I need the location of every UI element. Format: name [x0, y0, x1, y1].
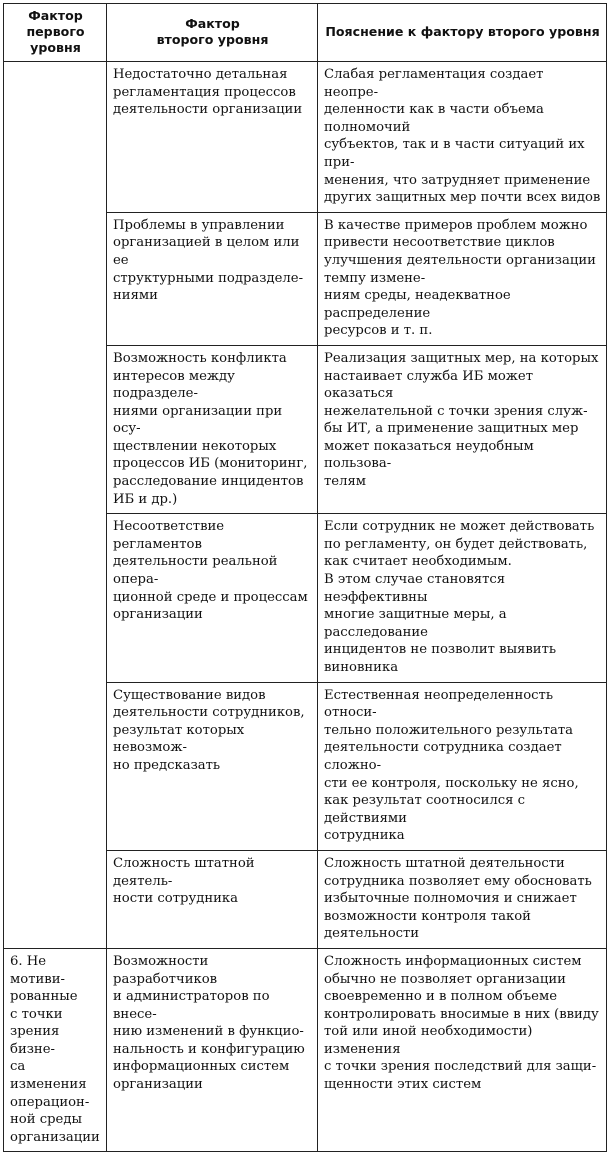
- explanation-cell: Если сотрудник не может действовать по регламенту, он будет действовать, как считает необходимым. В этом случае становятся неэффективны многие защитные меры, а расследование инцидентов не позволит выявить виновника: [318, 514, 607, 682]
- explanation-cell: Слабая регламентация создает неопре- деленности как в части объема полномочий субъектов, так и в части ситуаций их при- менения, что затрудняет применение других защитных мер почти всех видов: [318, 62, 607, 213]
- explanation-cell: Сложность штатной деятельности сотрудника позволяет ему обосновать избыточные полномочия и снижает возможности контроля такой деятельности: [318, 850, 607, 948]
- level1-cell: 6. Не мотиви- рованные с точки зрения бизне- са изменения операцион- ной среды организации: [4, 948, 107, 1152]
- level1-cell-empty: [4, 62, 107, 949]
- level2-cell: Недостаточно детальная регламентация процессов деятельности организации: [107, 62, 318, 213]
- explanation-cell: Естественная неопределенность относи- тельно положительного результата деятельности сотрудника создает сложно- сти ее контроля, поскольку не ясно, как результат соотносился с действиями сотрудника: [318, 682, 607, 850]
- header-row: [4, 4, 607, 62]
- level2-cell: Несоответствие регламентов деятельности реальной опера- ционной среде и процессам организации: [107, 514, 318, 682]
- level2-cell: Возможность конфликта интересов между подразделе- ниями организации при осу- ществлении некоторых процессов ИБ (мониторинг, расследование инцидентов ИБ и др.): [107, 345, 318, 513]
- level2-cell: Возможности разработчиков и администраторов по внесе- нию изменений в функцио- нальность и конфигурацию информационных систем организации: [107, 948, 318, 1152]
- level2-cell: Проблемы в управлении организацией в целом или ее структурными подразделе- ниями: [107, 212, 318, 345]
- header-explanation: Пояснение к фактору второго уровня: [318, 4, 607, 62]
- header-level1-factor: Фактор первого уровня: [4, 4, 107, 62]
- explanation-cell: В качестве примеров проблем можно привести несоответствие циклов улучшения деятельности организации темпу измене- ниям среды, неадекватное распределение ресурсов и т. п.: [318, 212, 607, 345]
- level2-cell: Сложность штатной деятель- ности сотрудника: [107, 850, 318, 948]
- header-level2-factor: Фактор второго уровня: [107, 4, 318, 62]
- table-row: [4, 948, 607, 1152]
- factors-table: [3, 3, 607, 1152]
- table-row: [4, 62, 607, 213]
- explanation-cell: Реализация защитных мер, на которых настаивает служба ИБ может оказаться нежелательной с точки зрения служ- бы ИТ, а применение защитных мер может показаться неудобным пользова- телям: [318, 345, 607, 513]
- level2-cell: Существование видов деятельности сотрудников, результат которых невозмож- но предсказать: [107, 682, 318, 850]
- explanation-cell: Сложность информационных систем обычно не позволяет организации своевременно и в полном объеме контролировать вносимые в них (ввиду той или иной необходимости) изменения с точки зрения последствий для защи- щенности этих систем: [318, 948, 607, 1152]
